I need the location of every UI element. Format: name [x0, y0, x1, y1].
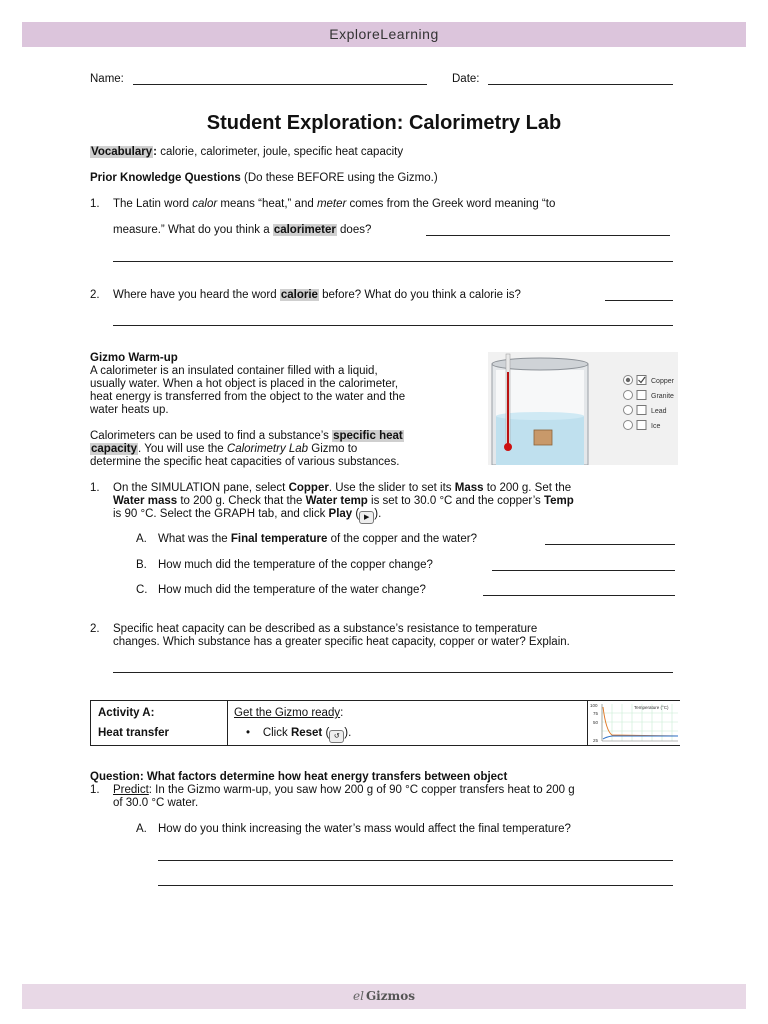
warmup-paragraph-2-line-2: capacity. You will use the Calorimetry Lab Gizmo to: [91, 443, 358, 455]
calorimeter-illustration: [488, 352, 678, 465]
name-label: Name:: [90, 73, 124, 85]
activity-question: Question: What factors determine how heat energy transfers between object: [90, 771, 508, 783]
warmup-paragraph-line: heat energy is transferred from the object to the water and the: [90, 391, 406, 403]
answer-line[interactable]: [426, 235, 670, 236]
prior-question-1-line-2: measure.” What do you think a calorimeter does?: [113, 224, 372, 236]
activity-table: [90, 700, 680, 746]
sub-question-c: How much did the temperature of the water change?: [158, 584, 426, 596]
warmup-heading: Gizmo Warm-up: [90, 352, 178, 364]
question-number: 1.: [90, 784, 100, 796]
name-field[interactable]: [133, 84, 427, 85]
option-lead[interactable]: Lead: [651, 408, 667, 415]
date-label: Date:: [452, 73, 480, 85]
warmup-question-2-line-1: Specific heat capacity can be described as a substance’s resistance to temperature: [113, 623, 538, 635]
graph-tick: 75: [593, 711, 599, 716]
question-number: 2.: [90, 623, 100, 635]
prior-question-1-line-1: The Latin word calor means “heat,” and meter comes from the Greek word meaning “to: [113, 198, 556, 210]
answer-line[interactable]: [158, 860, 673, 861]
sub-question-letter: A.: [136, 823, 147, 835]
activity-label-cell: [91, 701, 228, 745]
play-icon: ▶: [359, 511, 374, 524]
gizmo-ready-heading: Get the Gizmo ready:: [234, 707, 344, 719]
page-title: Student Exploration: Calorimetry Lab: [206, 112, 562, 134]
warmup-question-1-line-3: is 90 °C. Select the GRAPH tab, and click Play ( ▶ ).: [113, 508, 381, 524]
calorimeter-drawing: [488, 352, 678, 465]
sub-question-letter: C.: [136, 584, 148, 596]
warmup-paragraph-line: water heats up.: [90, 404, 169, 416]
activity-topic: Heat transfer: [98, 727, 169, 739]
warmup-question-1-line-1: On the SIMULATION pane, select Copper. Use the slider to set its Mass to 200 g. Set the: [113, 482, 572, 494]
header-bar: [22, 22, 746, 47]
vocabulary-label: Vocabulary: [91, 146, 153, 158]
answer-line[interactable]: [158, 885, 673, 886]
warmup-paragraph-line: usually water. When a hot object is placed in the calorimeter,: [90, 378, 399, 390]
prior-knowledge-heading: Prior Knowledge Questions (Do these BEFORE using the Gizmo.): [90, 172, 438, 184]
question-number: 2.: [90, 289, 100, 301]
warmup-paragraph-2-line-1: Calorimeters can be used to find a substance’s specific heat: [90, 430, 403, 442]
answer-line[interactable]: [113, 261, 673, 262]
warmup-paragraph-2-line-3: determine the specific heat capacities of various substances.: [90, 456, 400, 468]
vocabulary-line: Vocabulary: calorie, calorimeter, joule, specific heat capacity: [91, 146, 404, 158]
sub-question-a: What was the Final temperature of the copper and the water?: [158, 533, 477, 545]
graph-tick: 25: [593, 738, 599, 743]
gizmos-logo-icon: el: [352, 989, 364, 1003]
graph-tick: 50: [593, 720, 599, 725]
predict-line-2: of 30.0 °C water.: [113, 797, 199, 809]
answer-line[interactable]: [605, 300, 673, 301]
option-ice[interactable]: Ice: [651, 423, 661, 430]
explorelearning-logo: ExploreLearning: [329, 26, 439, 42]
warmup-paragraph-line: A calorimeter is an insulated container filled with a liquid,: [90, 365, 378, 377]
reset-icon: ↺: [329, 730, 344, 743]
answer-line[interactable]: [113, 325, 673, 326]
predict-sub-question-a: How do you think increasing the water’s mass would affect the final temperature?: [158, 823, 571, 835]
option-granite[interactable]: Granite: [651, 393, 674, 400]
sub-question-letter: B.: [136, 559, 147, 571]
answer-line[interactable]: [113, 672, 673, 673]
prior-question-2: Where have you heard the word calorie before? What do you think a calorie is?: [113, 289, 521, 301]
question-number: 1.: [90, 198, 100, 210]
reset-instruction: • Click Reset ( ↺ ).: [246, 727, 351, 743]
date-field[interactable]: [488, 84, 673, 85]
sub-question-b: How much did the temperature of the copper change?: [158, 559, 433, 571]
answer-line[interactable]: [483, 595, 675, 596]
question-number: 1.: [90, 482, 100, 494]
gizmos-logo: Gizmos: [365, 989, 416, 1003]
option-copper[interactable]: Copper: [651, 378, 674, 385]
answer-line[interactable]: [545, 544, 675, 545]
answer-line[interactable]: [492, 570, 675, 571]
predict-line-1: Predict: In the Gizmo warm-up, you saw how 200 g of 90 °C copper transfers heat to 200 g: [113, 784, 575, 796]
vocabulary-terms: calorie, calorimeter, joule, specific heat capacity: [157, 146, 404, 158]
footer-bar: [22, 984, 746, 1009]
graph-tick: 100: [590, 703, 598, 708]
temperature-graph-thumbnail: [587, 701, 680, 745]
graph-title: Temperature (°C): [634, 705, 669, 710]
warmup-question-2-line-2: changes. Which substance has a greater specific heat capacity, copper or water? Explain.: [113, 636, 570, 648]
activity-label: Activity A:: [98, 707, 155, 719]
warmup-question-1-line-2: Water mass to 200 g. Check that the Water temp is set to 30.0 °C and the copper’s Temp: [113, 495, 574, 507]
sub-question-letter: A.: [136, 533, 147, 545]
